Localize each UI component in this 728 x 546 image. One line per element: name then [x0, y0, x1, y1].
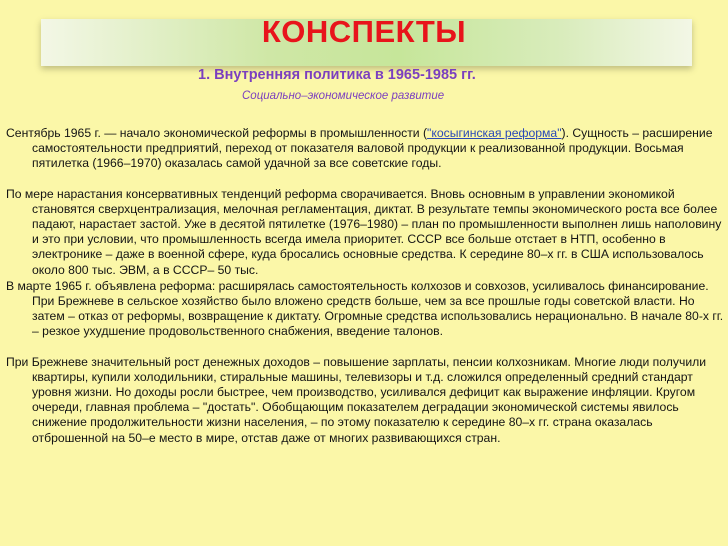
paragraph-stagnation: По мере нарастания консервативных тенденций реформа сворачивается. Вновь основным в управлении экономикой становятся сверхцентрализация, мелочная регламентация, диктат. В результате темпы экономического роста все более падают, нарастает застой. Уже в десятой пятилетке (1976–1980) – план по промышленности выполнен лишь наполовину и это при условии, что промышленность всегда имела приоритет. СССР все больше отстает в НТП, особенно в электронике – даже в военной сфере, куда бросались основные средства. К середине 80–х гг. в США использовалось около 800 тыс. ЭВМ, а в СССР– 50 тыс. — [6, 186, 722, 277]
notes-body — [6, 126, 724, 446]
paragraph-agriculture: В марте 1965 г. объявлена реформа: расширялась самостоятельность колхозов и совхозов, усиливалось финансирование. При Брежневе в сельское хозяйство было вложено средств больше, чем за все прошлые годы советской власти. Но затем – отказ от реформы, возвращение к диктату. Огромные средства использовались нерационально. В начале 80-х гг. – резкое ухудшение продовольственного снабжения, введение талонов. — [6, 278, 724, 339]
paragraph-text: ). Сущность – расширение самостоятельности предприятий, переход от показателя валовой продукции к реализованной продукции. Восьмая пятилетка (1966–1970) оказалась самой удачной за все советские годы. — [32, 126, 713, 171]
paragraph-reform-1965 — [6, 126, 724, 172]
section-topic: Социально–экономическое развитие — [242, 90, 445, 102]
paragraph-text: Сентябрь 1965 г. — начало экономической реформы в промышленности ( — [6, 126, 428, 140]
paragraph-living-standards: При Брежневе значительный рост денежных доходов – повышение зарплаты, пенсии колхозникам. Многие люди получили квартиры, купили холодильники, стиральные машины, телевизоры и т.д. сложился определенный средний стандарт уровня жизни. Но доходы росли быстрее, чем производство, усиливался дефицит как выражение инфляции. Кругом очереди, главная проблема – "достать". Обобщающим показателем деградации экономической системы явилось снижение продолжительности жизни населения, – по этому показателю к середине 80–х гг. страна оказалась отброшенной на 50–е место в мире, отстав даже от многих развивающихся стран. — [6, 354, 707, 445]
kosygin-reform-link[interactable]: "косыгинская реформа" — [427, 126, 562, 140]
page-title: КОНСПЕКТЫ — [261, 14, 467, 49]
section-subtitle: 1. Внутренняя политика в 1965-1985 гг. — [198, 67, 476, 83]
